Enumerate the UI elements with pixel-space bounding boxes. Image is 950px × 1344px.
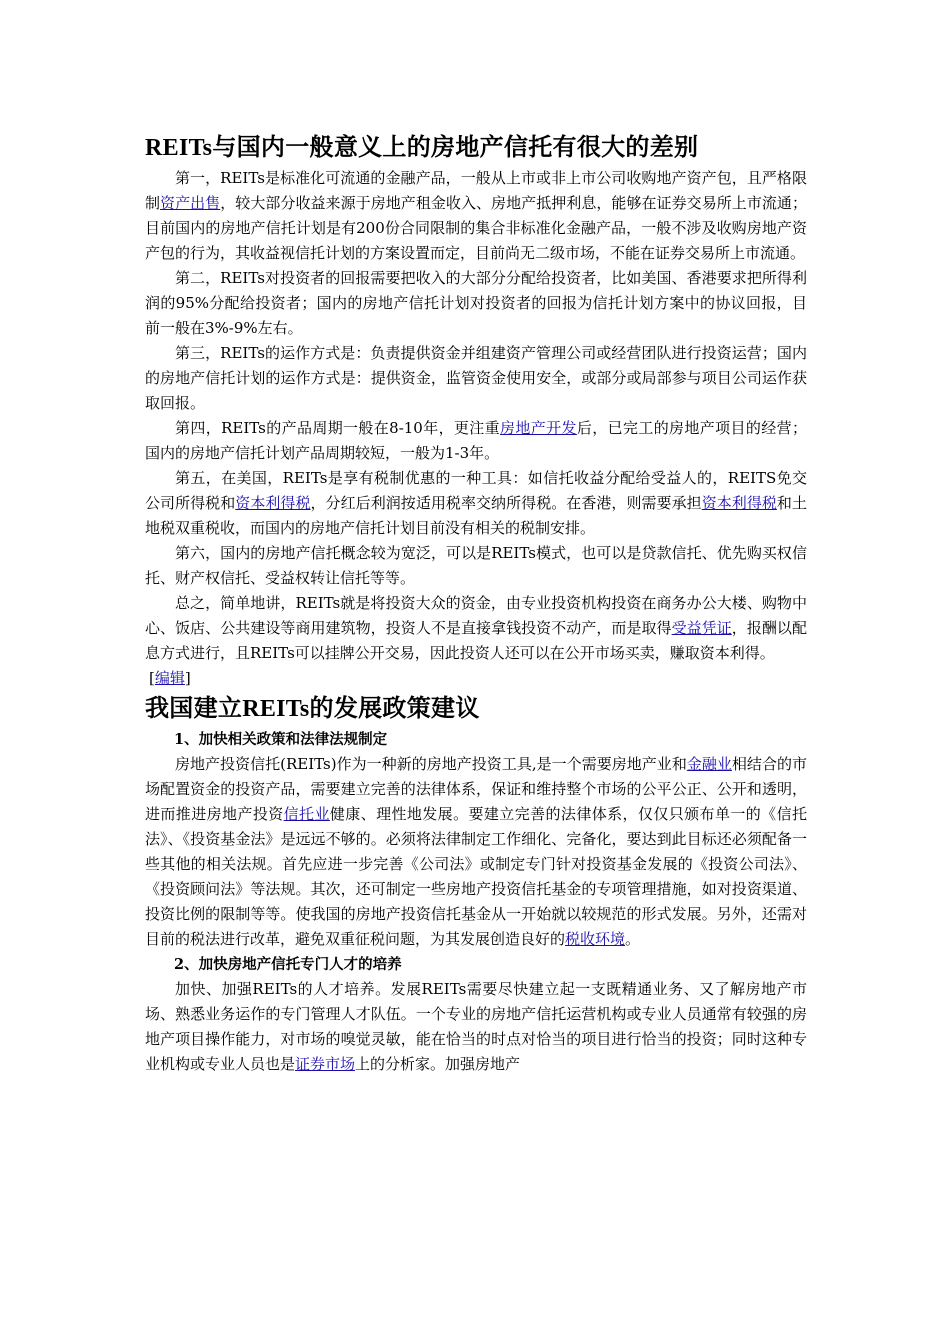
paragraph-sixth: 第六，国内的房地产信托概念较为宽泛，可以是REITs模式，也可以是贷款信托、优先购买权信托、财产权信托、受益权转让信托等等。 <box>145 544 807 587</box>
paragraph-laws <box>145 752 807 952</box>
text: ，分红后利润按适用税率交纳所得税。在香港，则需要承担 <box>310 494 702 512</box>
section-title-policy-suggestions: 我国建立REITs的发展政策建议 <box>145 696 480 722</box>
paragraph-third: 第三，REITs的运作方式是：负责提供资金并组建资产管理公司或经营团队进行投资运营；国内的房地产信托计划的运作方式是：提供资金，监管资金使用安全，或部分或局部参与项目公司运作获取回报。 <box>145 344 807 412</box>
link-capital-gains-tax[interactable]: 资本利得税 <box>235 494 311 512</box>
edit-link[interactable]: 编辑 <box>154 669 185 687</box>
edit-section-link <box>145 666 807 691</box>
paragraph-fourth <box>145 416 807 466</box>
text: 总之，简单地讲，REITs就是将投资大众的资金，由专业投资机构投资在商务办公大楼、购物中心、饭店、公共建设等商用建筑物，投资人不是直接拿钱投资不动产，而是取得 <box>145 594 807 637</box>
text: 上的分析家。加强房地产 <box>355 1055 521 1073</box>
link-beneficiary-certificate[interactable]: 受益凭证 <box>671 619 732 637</box>
subheading-talent: 2、加快房地产信托专门人才的培养 <box>174 956 402 973</box>
text: 房地产投资信托(REITs)作为一种新的房地产投资工具,是一个需要房地产业和 <box>175 755 687 773</box>
link-real-estate-development[interactable]: 房地产开发 <box>500 419 577 437</box>
subheading-laws: 1、加快相关政策和法律法规制定 <box>174 731 388 748</box>
bracket-open: [ <box>149 669 155 687</box>
text: ，较大部分收益来源于房地产租金收入、房地产抵押利息，能够在证券交易所上市流通；目前国内的房地产信托计划是有200份合同限制的集合非标准化金融产品，一般不涉及收购房地产资产包的行为，其收益视信托计划的方案设置而定，目前尚无二级市场，不能在证券交易所上市流通。 <box>145 194 807 262</box>
bracket-close: ] <box>184 669 191 687</box>
section-title-reits-difference: REITs与国内一般意义上的房地产信托有很大的差别 <box>145 135 699 161</box>
link-securities-market[interactable]: 证券市场 <box>295 1055 356 1073</box>
document-page <box>145 130 807 1077</box>
text: 。 <box>625 930 641 948</box>
text: 第一，REITs是标准化可流通的金融产品，一般从上市或非上市公司收购地产资产包，且严格限制 <box>145 169 807 212</box>
text: 加快、加强REITs的人才培养。发展REITs需要尽快建立起一支既精通业务、又了解房地产市场、熟悉业务运作的专门管理人才队伍。一个专业的房地产信托运营机构或专业人员通常有较强的房地产项目操作能力，对市场的嗅觉灵敏，能在恰当的时点对恰当的项目进行恰当的投资；同时这种专业机构或专业人员也是 <box>145 980 807 1073</box>
paragraph-fifth <box>145 466 807 541</box>
link-capital-gains-tax-2[interactable]: 资本利得税 <box>701 494 777 512</box>
paragraph-second: 第二，REITs对投资者的回报需要把收入的大部分分配给投资者，比如美国、香港要求把所得利润的95%分配给投资者；国内的房地产信托计划对投资者的回报为信托计划方案中的协议回报，目前一般在3%-9%左右。 <box>145 269 807 337</box>
text: 后，已完工的房地产项目的经营；国内的房地产信托计划产品周期较短，一般为1-3年。 <box>145 419 807 462</box>
text: 第五，在美国，REITs是享有税制优惠的一种工具：如信托收益分配给受益人的，REITS免交公司所得税和 <box>145 469 807 512</box>
link-asset-sale[interactable]: 资产出售 <box>160 194 221 212</box>
link-financial-industry[interactable]: 金融业 <box>686 755 732 773</box>
text: ，报酬以配息方式进行，且REITs可以挂牌公开交易，因此投资人还可以在公开市场买卖，赚取资本利得。 <box>145 619 807 662</box>
text: 相结合的市场配置资金的投资产品，需要建立完善的法律体系，保证和维持整个市场的公平公正、公开和透明，进而推进房地产投资 <box>145 755 807 823</box>
text: 第四，REITs的产品周期一般在8-10年，更注重 <box>175 419 501 437</box>
text: 健康、理性地发展。要建立完善的法律体系，仅仅只颁布单一的《信托法》、《投资基金法》是远远不够的。必须将法律制定工作细化、完备化，要达到此目标还必须配备一些其他的相关法规。首先应进一步完善《公司法》或制定专门针对投资基金发展的《投资公司法》、《投资顾问法》等法规。其次，还可制定一些房地产投资信托基金的专项管理措施，如对投资渠道、投资比例的限制等等。使我国的房地产投资信托基金从一开始就以较规范的形式发展。另外，还需对目前的税法进行改革，避免双重征税问题，为其发展创造良好的 <box>145 805 807 948</box>
paragraph-first <box>145 166 807 266</box>
link-tax-environment[interactable]: 税收环境 <box>565 930 626 948</box>
link-trust-industry[interactable]: 信托业 <box>283 805 330 823</box>
paragraph-talent <box>145 977 807 1077</box>
paragraph-summary <box>145 591 807 666</box>
text: 和土地税双重税收，而国内的房地产信托计划目前没有相关的税制安排。 <box>145 494 807 537</box>
